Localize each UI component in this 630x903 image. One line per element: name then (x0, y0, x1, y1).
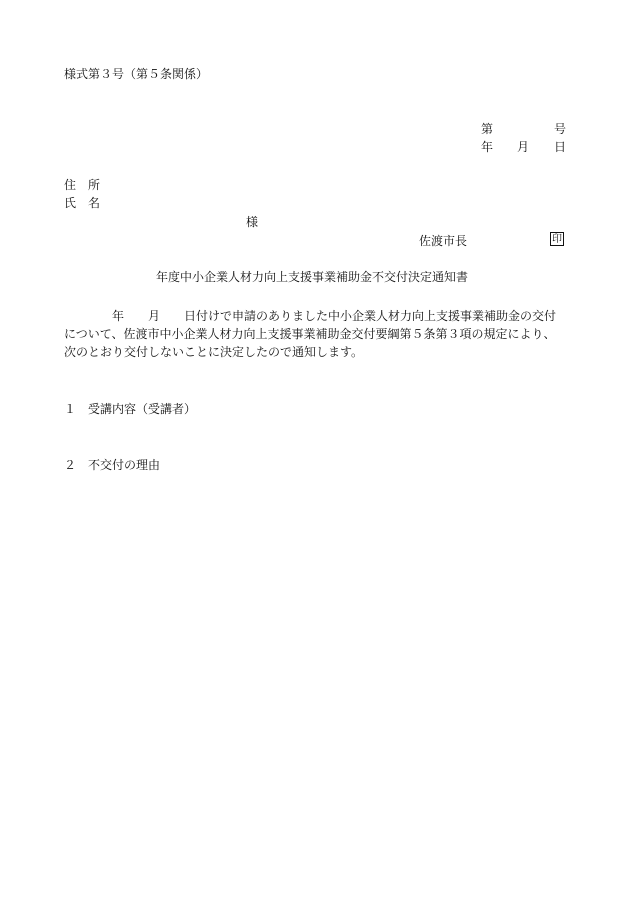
seal-mark-icon: 印 (552, 234, 562, 245)
recipient-address-label: 住 所 (64, 178, 101, 192)
recipient-name-label: 氏 名 (64, 196, 101, 210)
date-month: 月 (517, 140, 530, 154)
recipient-honorific: 様 (246, 215, 259, 229)
date-year: 年 (481, 140, 494, 154)
item-reason-for-denial: ２ 不交付の理由 (64, 458, 161, 472)
notice-body-line: について、佐渡市中小企業人材力向上支援事業補助金交付要綱第５条第３項の規定により、 (64, 327, 556, 341)
item-course-content: １ 受講内容（受講者） (64, 402, 197, 416)
issuer-title: 佐渡市長 (419, 234, 468, 248)
notice-body (64, 307, 574, 361)
date-day: 日 (554, 140, 567, 154)
document-title: 年度中小企業人材力向上支援事業補助金不交付決定通知書 (156, 270, 469, 284)
document-number-suffix: 号 (554, 122, 567, 136)
notice-body-line: 次のとおり交付しないことに決定したので通知します。 (64, 345, 364, 359)
notice-body-line: 年 月 日付けで申請のありました中小企業人材力向上支援事業補助金の交付 (64, 309, 557, 323)
form-label: 様式第３号（第５条関係） (64, 67, 209, 81)
document-number-prefix: 第 (481, 122, 494, 136)
